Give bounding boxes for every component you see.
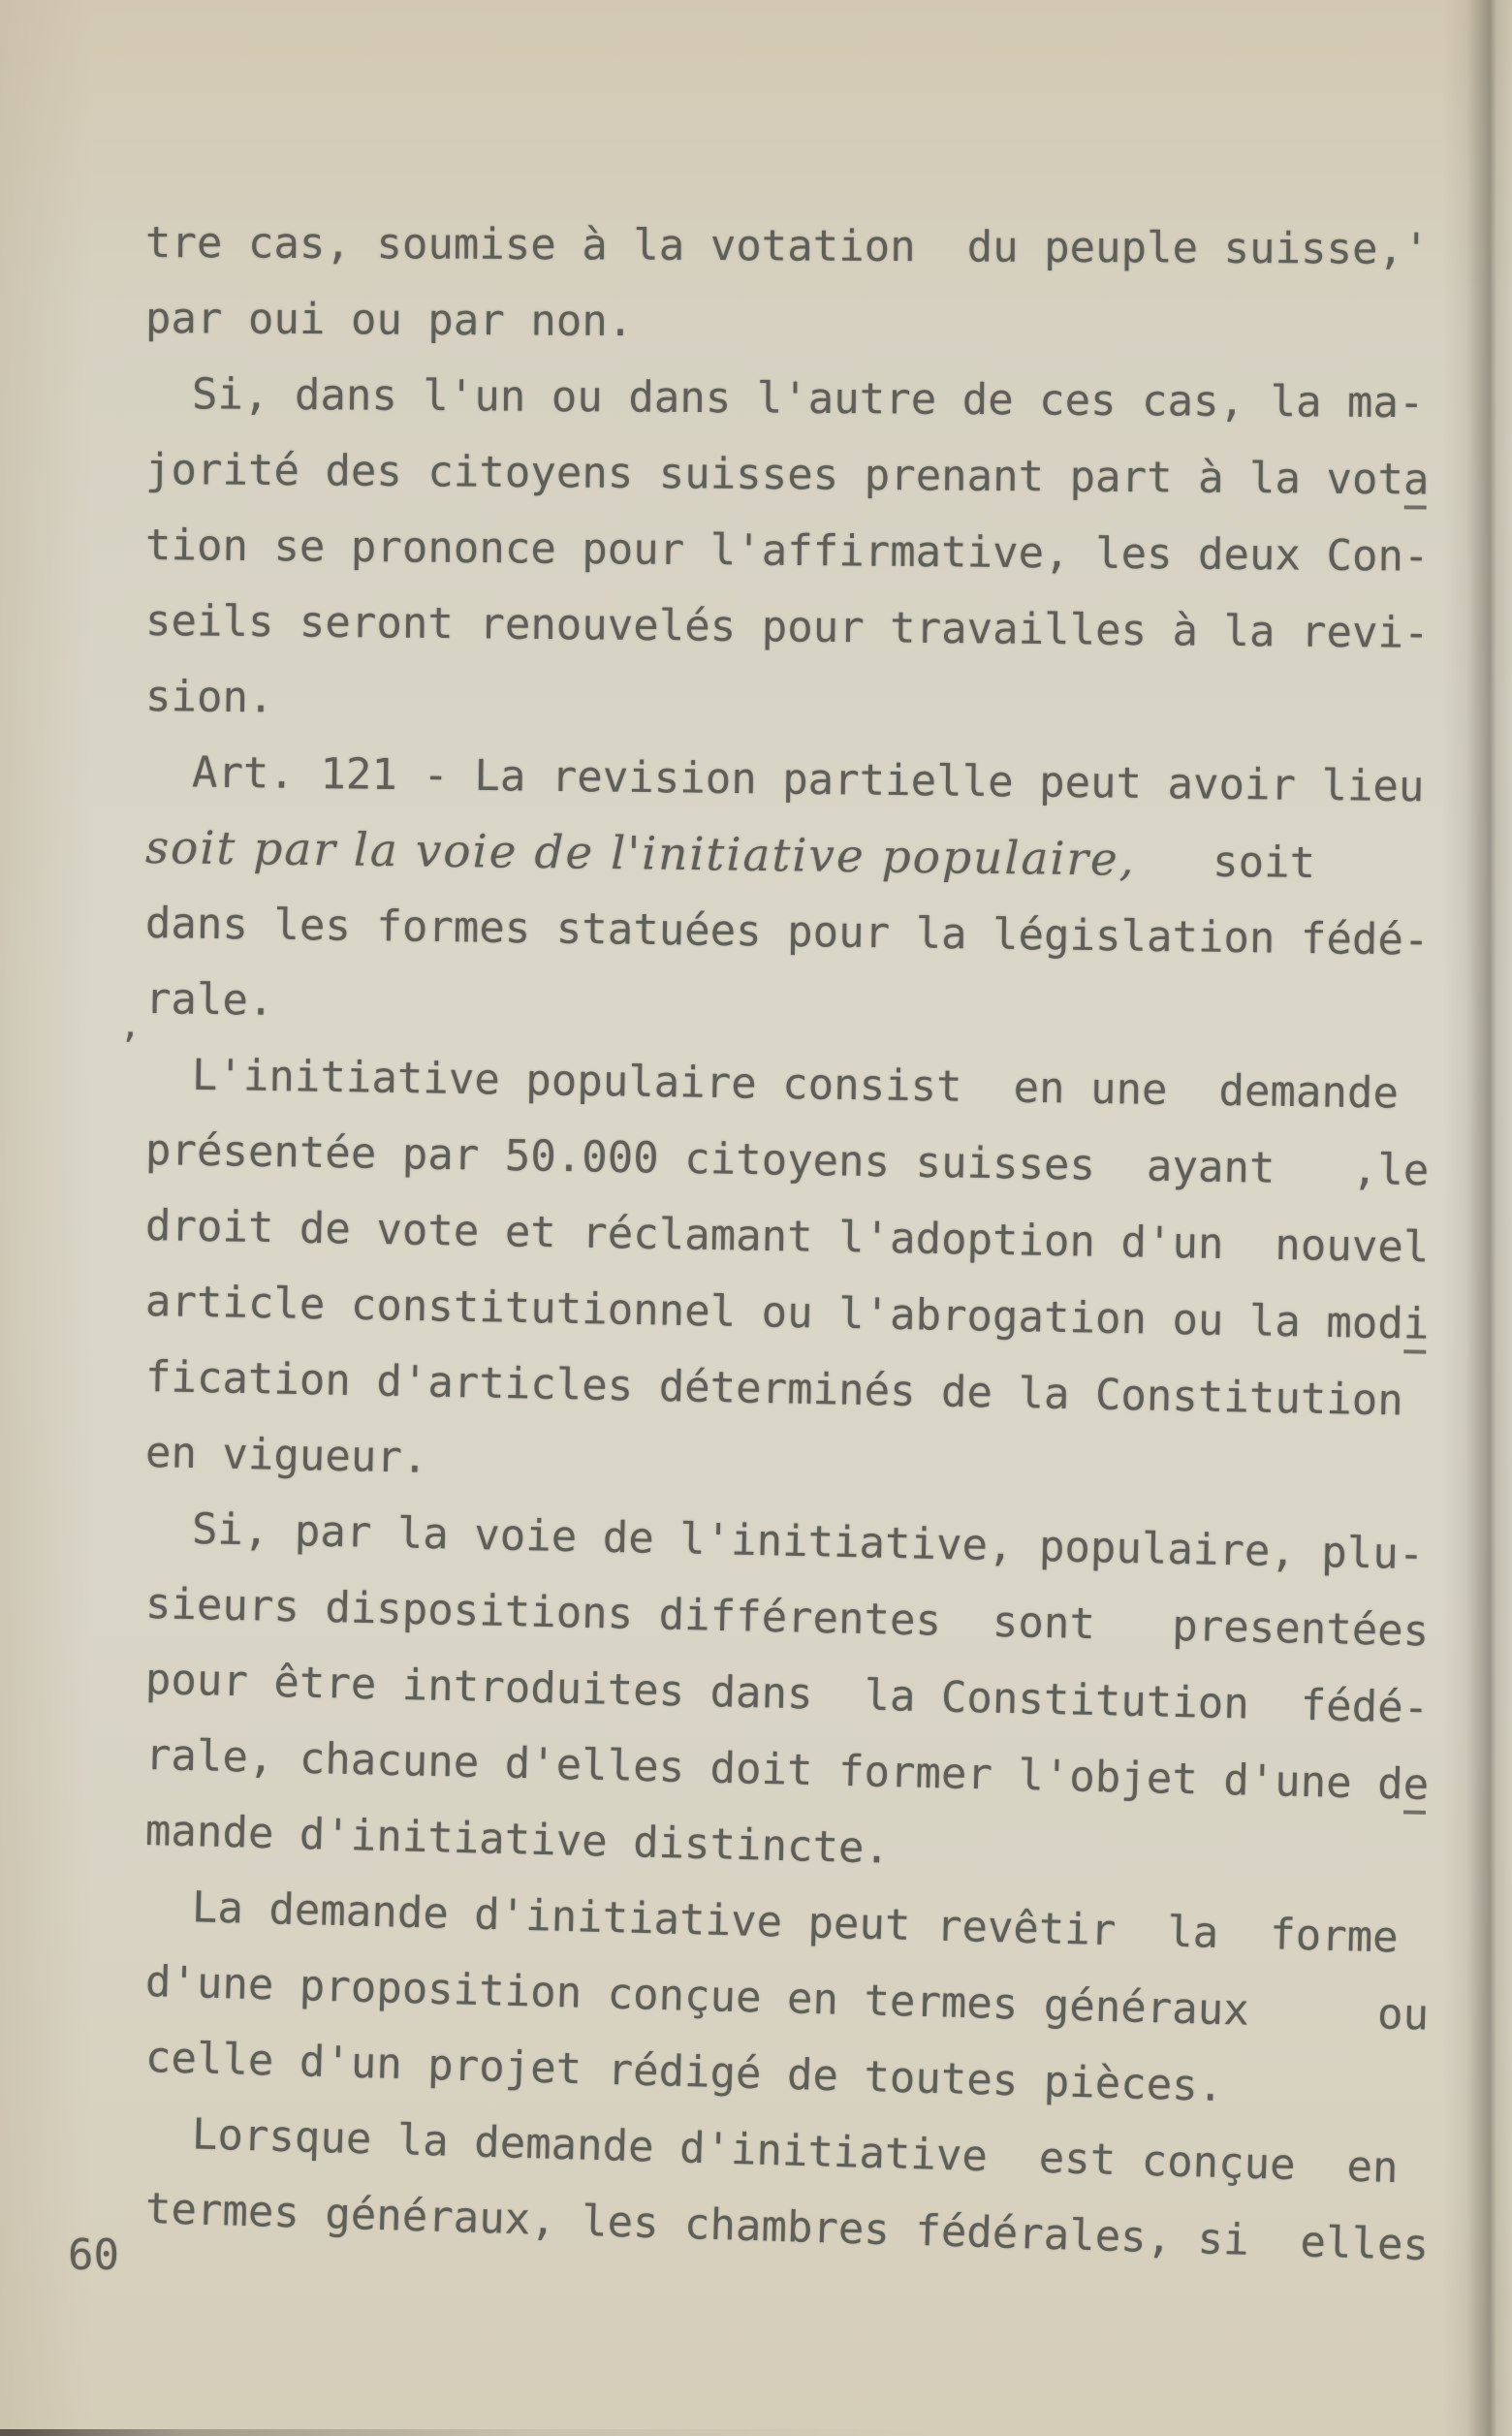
text-segment: dans les formes statuées pour la législation fédé- (144, 899, 1430, 965)
text-line (145, 584, 1465, 672)
text-segment: tre cas, soumise à la votation du peuple suisse,' (144, 218, 1430, 274)
text-line (145, 659, 1465, 749)
italic-text-segment: soit par la voie de l'initiative populaire, (144, 821, 1137, 887)
page-number: 60 (68, 2230, 119, 2280)
underlined-letter: e (1402, 1747, 1430, 1823)
text-segment: seils seront renouvelés pour travailles à la revi- (144, 596, 1430, 658)
underlined-letter: a (1403, 442, 1430, 518)
text-segment: soit (1135, 836, 1316, 889)
page-text-block (119, 206, 1464, 2271)
text-line (145, 206, 1464, 288)
text-segment: Art. 121 - La revision partielle peut avoir lieu (191, 747, 1425, 812)
text-segment: rale, chacune d'elles doit former l'objet d'une d (144, 1730, 1404, 1810)
text-line (145, 357, 1465, 442)
text-line (145, 432, 1465, 519)
text-segment: présentée par 50.000 citoyens suisses ayant ‚le (144, 1125, 1430, 1196)
text-segment: en vigueur. (144, 1428, 428, 1483)
text-segment: jorité des citoyens suisses prenant part à la vot (144, 445, 1404, 505)
text-line (145, 508, 1465, 595)
text-segment: rale. (144, 974, 274, 1026)
text-segment: article constitutionnel ou l'abrogation ou la mod (144, 1277, 1404, 1349)
underlined-letter: i (1402, 1286, 1430, 1362)
text-segment: mande d'initiative distincte. (144, 1806, 891, 1874)
text-segment: Si, dans l'un ou dans l'autre de ces cas, la ma- (191, 369, 1425, 428)
stray-margin-mark: ‚ (119, 1005, 142, 1046)
text-segment: L'initiative populaire consist en une demande (191, 1050, 1400, 1119)
page-right-edge-shadow (1442, 0, 1512, 2436)
text-segment: Si, par la voie de l'initiative, populaire, plu- (191, 1503, 1425, 1580)
text-segment: droit de vote et réclamant l'adoption d'un nouvel (144, 1201, 1430, 1273)
text-segment: Lorsque la demande d'initiative est conçue en (191, 2109, 1400, 2194)
text-segment: celle d'un projet rédigé de toutes pièces. (144, 2033, 1224, 2112)
text-segment: d'une proposition conçue en termes généraux ou (144, 1957, 1430, 2041)
text-segment: sion. (144, 672, 274, 723)
text-segment: pour être introduites dans la Constitution fédé- (144, 1655, 1430, 1733)
text-line (145, 281, 1464, 364)
text-segment: par oui ou par non. (144, 294, 634, 347)
text-segment: fication d'articles déterminés de la Constitution (144, 1352, 1404, 1426)
page-bottom-edge-shadow (0, 2429, 1512, 2436)
text-segment: sieurs dispositions différentes sont presentées (144, 1579, 1430, 1657)
text-segment: termes généraux, les chambres fédérales, si elles (144, 2184, 1430, 2271)
text-segment: La demande d'initiative peut revêtir la forme (191, 1882, 1400, 1963)
text-segment: tion se prononce pour l'affirmative, les deux Con- (144, 521, 1430, 582)
